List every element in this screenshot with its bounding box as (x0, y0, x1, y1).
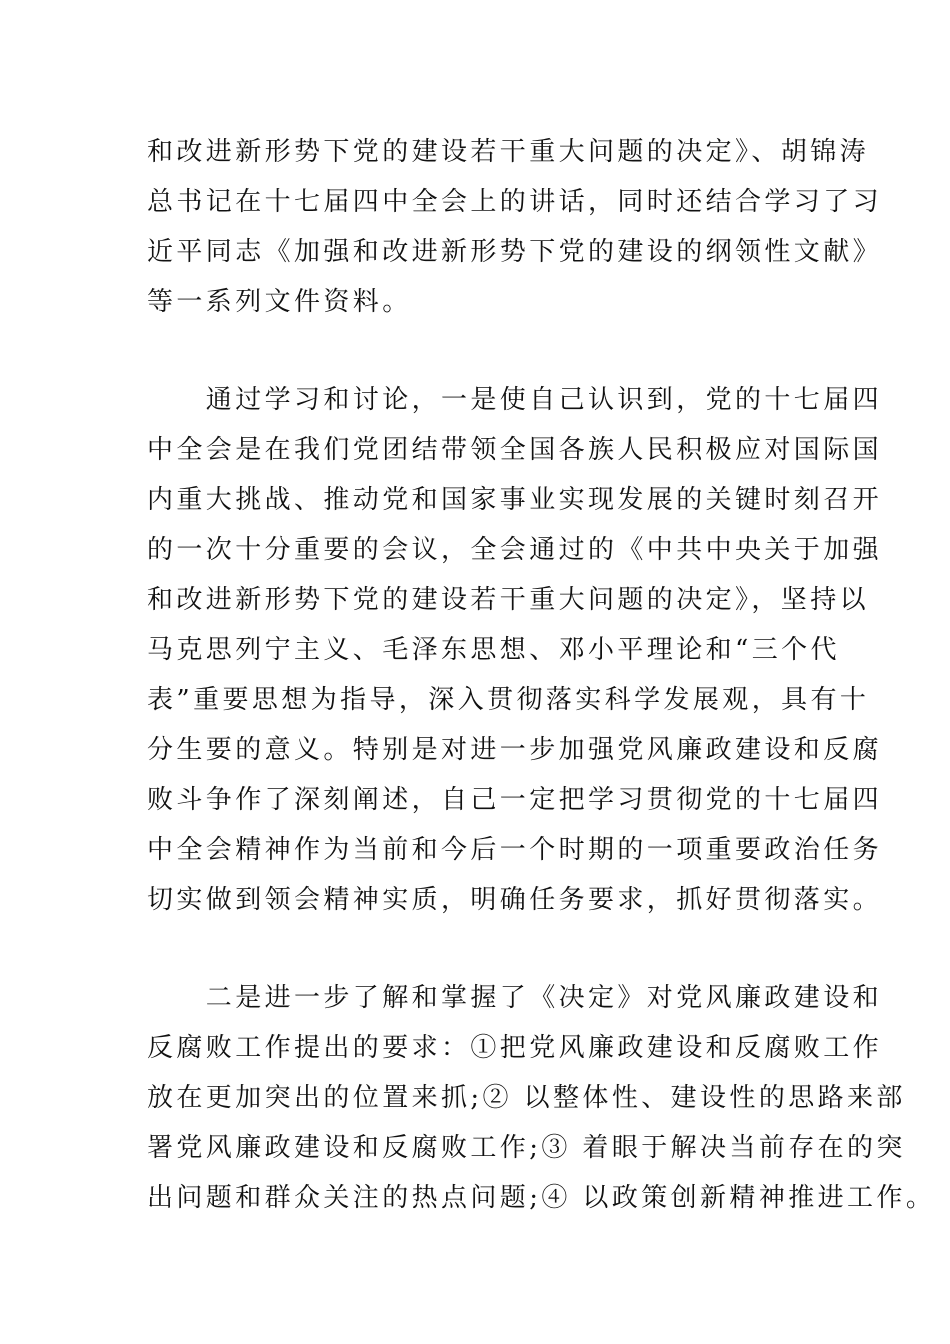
text-line: 切实做到领会精神实质，明确任务要求，抓好贯彻落实。 (147, 885, 883, 915)
paragraph-continuation (147, 127, 883, 327)
text-line: 出问题和群众关注的热点问题;④ 以政策创新精神推进工作。 (147, 1183, 936, 1213)
text-line: 放在更加突出的位置来抓;② 以整体性、建设性的思路来部 (147, 1083, 906, 1113)
text-line: 分生要的意义。特别是对进一步加强党风廉政建设和反腐 (147, 735, 883, 765)
text-line: 败斗争作了深刻阐述，自己一定把学习贯彻党的十七届四 (147, 785, 883, 815)
paragraph-study-discussion (147, 375, 883, 925)
text-line: 等一系列文件资料。 (147, 287, 412, 317)
paragraph-requirements (147, 973, 936, 1223)
text-line: 表”重要思想为指导，深入贯彻落实科学发展观，具有十 (147, 685, 870, 715)
text-line: 中全会精神作为当前和今后一个时期的一项重要政治任务 (147, 835, 883, 865)
text-line: 署党风廉政建设和反腐败工作;③ 着眼于解决当前存在的突 (147, 1133, 906, 1163)
text-line: 二是进一步了解和掌握了《决定》对党风廉政建设和 (147, 983, 883, 1013)
text-line: 总书记在十七届四中全会上的讲话，同时还结合学习了习 (147, 187, 883, 217)
text-line: 反腐败工作提出的要求：①把党风廉政建设和反腐败工作 (147, 1033, 883, 1063)
text-line: 马克思列宁主义、毛泽东思想、邓小平理论和“三个代 (147, 635, 840, 665)
text-line: 中全会是在我们党团结带领全国各族人民积极应对国际国 (147, 435, 883, 465)
text-line: 通过学习和讨论，一是使自己认识到，党的十七届四 (147, 385, 883, 415)
text-line: 内重大挑战、推动党和国家事业实现发展的关键时刻召开 (147, 485, 883, 515)
text-line: 近平同志《加强和改进新形势下党的建设的纲领性文献》 (147, 237, 883, 267)
text-line: 和改进新形势下党的建设若干重大问题的决定》，坚持以 (147, 585, 870, 615)
text-line: 的一次十分重要的会议，全会通过的《中共中央关于加强 (147, 535, 883, 565)
text-line: 和改进新形势下党的建设若干重大问题的决定》、胡锦涛 (147, 137, 870, 167)
